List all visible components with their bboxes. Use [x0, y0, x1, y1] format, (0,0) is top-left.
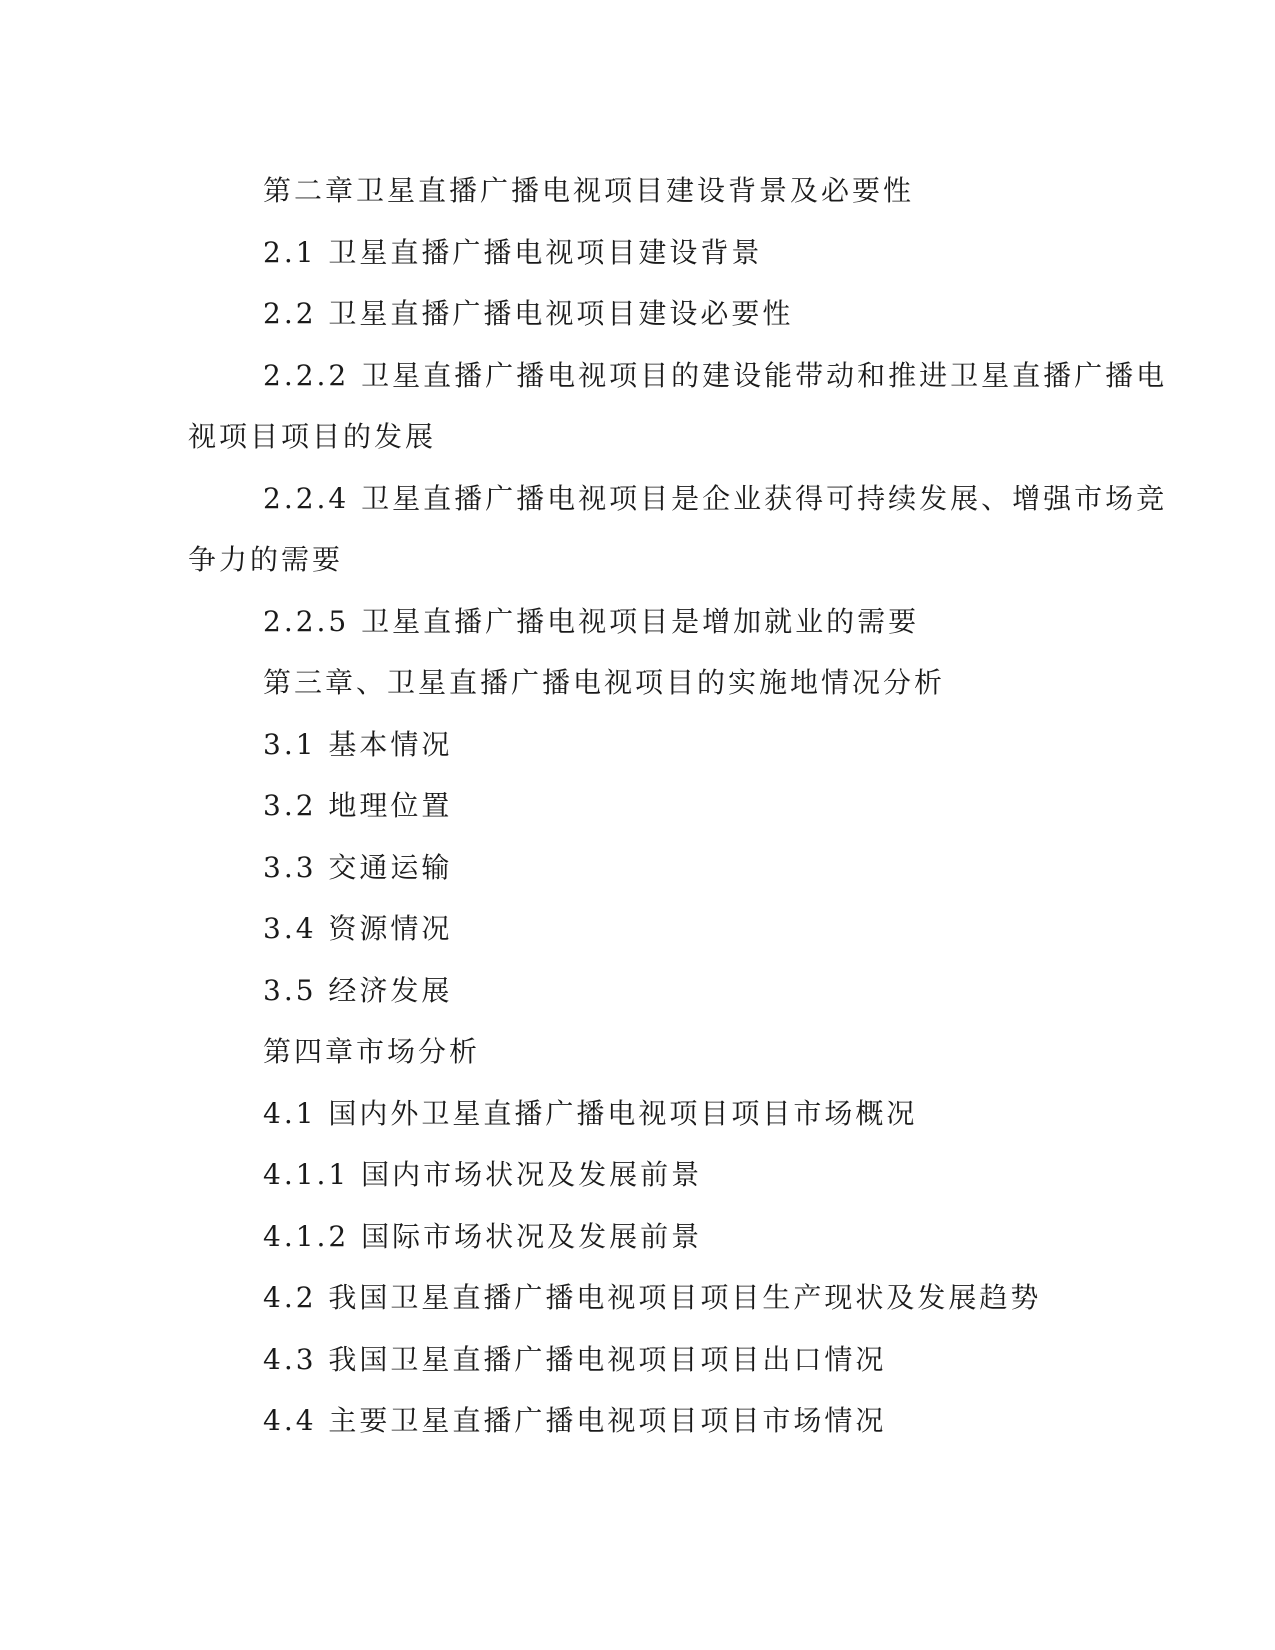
- table-of-contents: [188, 160, 1168, 1452]
- toc-line-3-4: 3.4 资源情况: [263, 912, 453, 945]
- toc-line-4-3: 4.3 我国卫星直播广播电视项目项目出口情况: [263, 1342, 887, 1376]
- toc-line-chapter-2: 第二章卫星直播广播电视项目建设背景及必要性: [263, 174, 915, 207]
- toc-line-2-2-4-continued: 争力的需要: [188, 543, 344, 576]
- toc-line-3-5: 3.5 经济发展: [263, 973, 453, 1007]
- toc-line-4-1: 4.1 国内外卫星直播广播电视项目项目市场概况: [263, 1096, 918, 1130]
- toc-line-2-2-4: 2.2.4 卫星直播广播电视项目是企业获得可持续发展、增强市场竞: [263, 481, 1168, 515]
- toc-line-4-4: 4.4 主要卫星直播广播电视项目项目市场情况: [263, 1404, 887, 1437]
- toc-line-2-2-2-continued: 视项目项目的发展: [188, 420, 437, 453]
- toc-line-3-2: 3.2 地理位置: [263, 789, 453, 822]
- toc-line-3-3: 3.3 交通运输: [263, 850, 453, 884]
- toc-line-4-1-1: 4.1.1 国内市场状况及发展前景: [263, 1158, 703, 1191]
- toc-line-chapter-3: 第三章、卫星直播广播电视项目的实施地情况分析: [263, 666, 946, 699]
- toc-line-4-1-2: 4.1.2 国际市场状况及发展前景: [263, 1219, 703, 1253]
- toc-line-2-2: 2.2 卫星直播广播电视项目建设必要性: [263, 297, 794, 330]
- toc-line-4-2: 4.2 我国卫星直播广播电视项目项目生产现状及发展趋势: [263, 1281, 1042, 1314]
- toc-line-2-2-2: 2.2.2 卫星直播广播电视项目的建设能带动和推进卫星直播广播电: [263, 358, 1168, 392]
- toc-line-2-1: 2.1 卫星直播广播电视项目建设背景: [263, 235, 763, 269]
- toc-line-2-2-5: 2.2.5 卫星直播广播电视项目是增加就业的需要: [263, 604, 920, 638]
- toc-line-chapter-4: 第四章市场分析: [263, 1035, 481, 1068]
- toc-line-3-1: 3.1 基本情况: [263, 727, 453, 761]
